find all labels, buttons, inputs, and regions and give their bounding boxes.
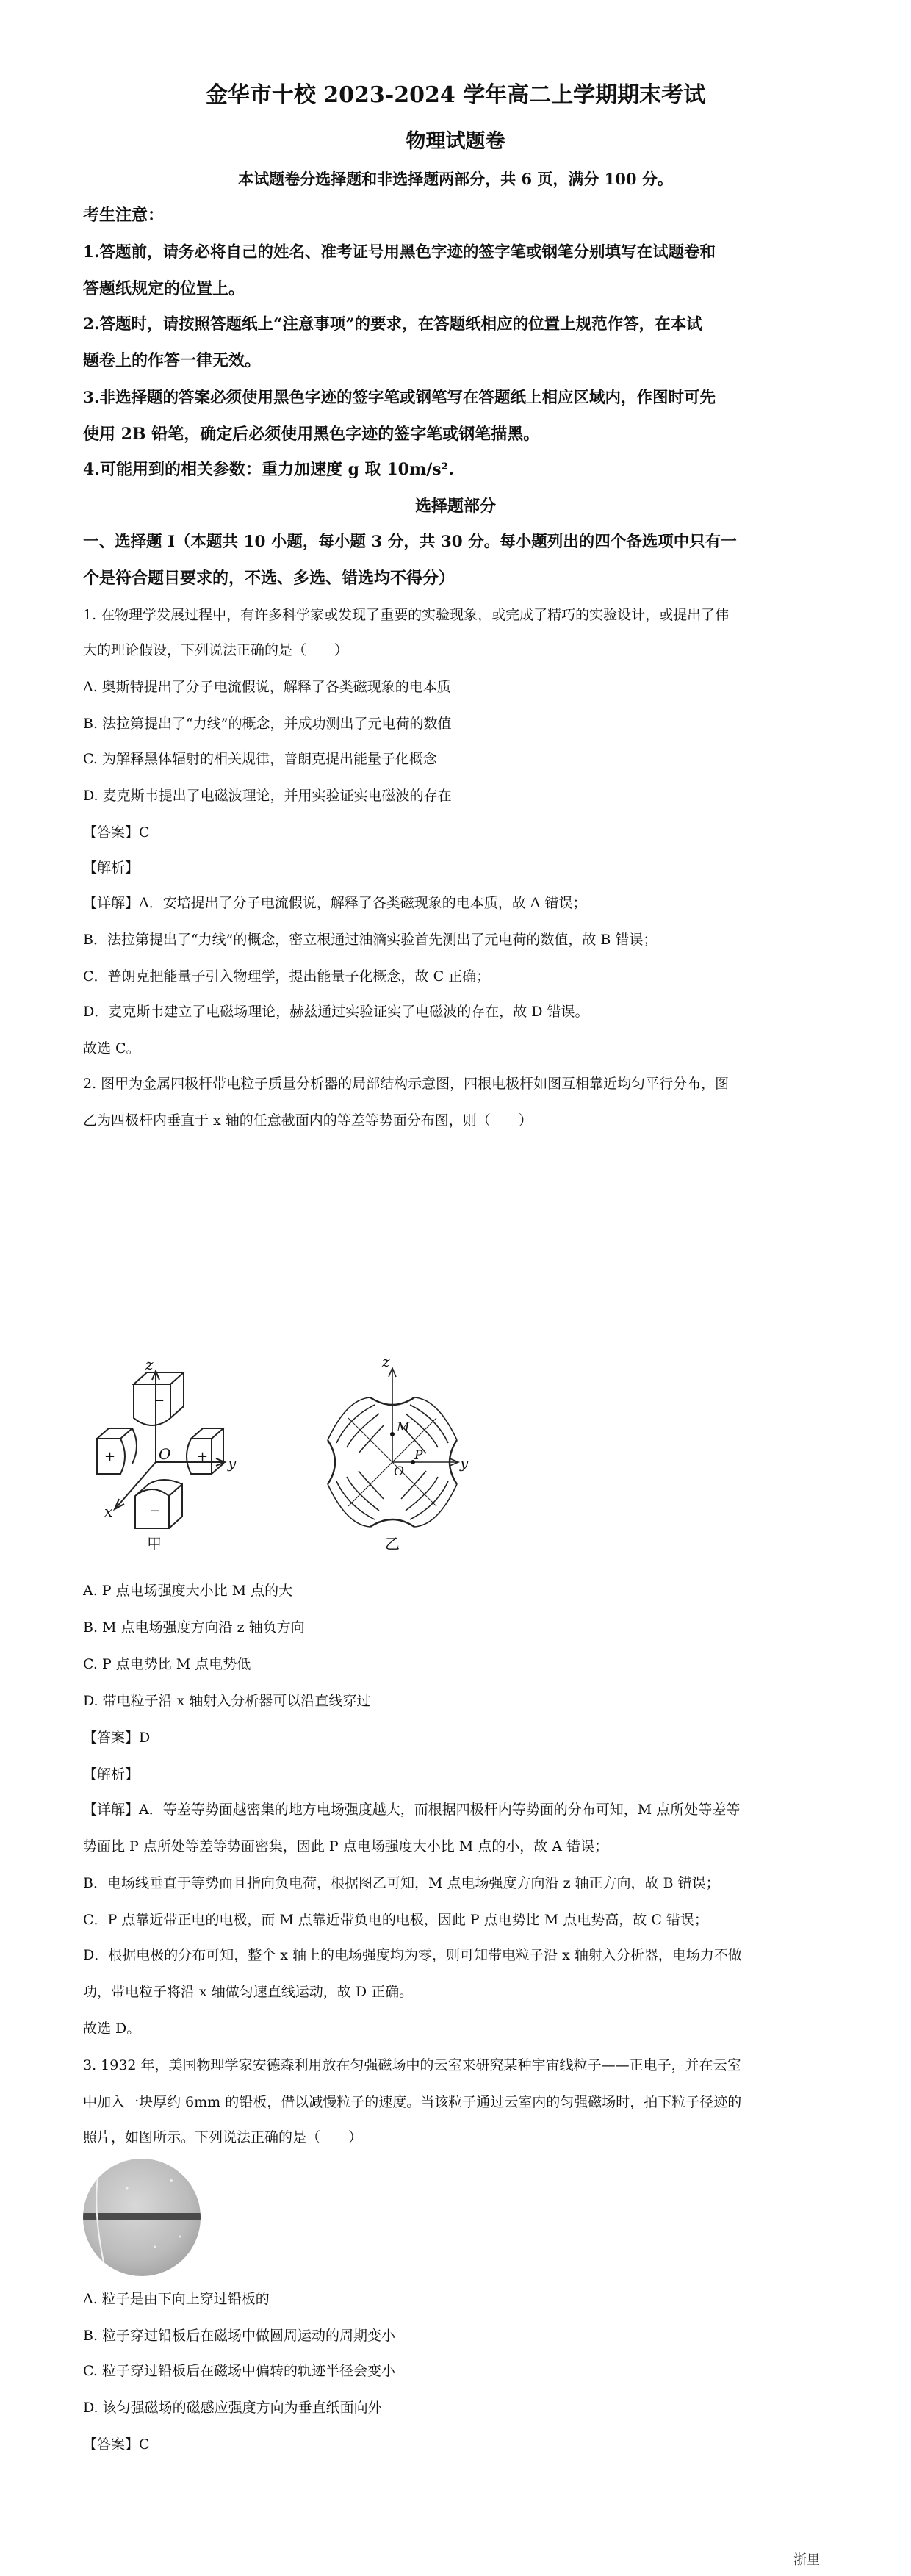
- q2-option-c: C. P 点电势比 M 点电势低: [83, 1656, 251, 1672]
- notice-1a: 1.答题前，请务必将自己的姓名、准考证号用黑色字迹的签字笔或钢笔分别填写在试题卷和: [83, 243, 716, 262]
- notice-1b: 答题纸规定的位置上。: [83, 279, 245, 298]
- notice-2a: 2.答题时，请按照答题纸上“注意事项”的要求，在答题纸相应的位置上规范作答，在本试: [83, 315, 702, 334]
- q2-stem-a: 2. 图甲为金属四极杆带电粒子质量分析器的局部结构示意图，四根电极杆如图互相靠近均匀平行分布，图: [83, 1076, 730, 1092]
- q2-conclusion: 故选 D。: [83, 2021, 141, 2037]
- rod-left: [97, 1428, 137, 1474]
- q2-answer: 【答案】D: [83, 1730, 151, 1746]
- exam-subtitle: 物理试题卷: [406, 130, 505, 153]
- q1-detail-d: D．麦克斯韦建立了电磁场理论，赫兹通过实验证实了电磁波的存在，故 D 错误。: [83, 1004, 589, 1020]
- label-left-plus: +: [104, 1449, 116, 1464]
- q1-conclusion: 故选 C。: [83, 1040, 140, 1057]
- label-z: z: [145, 1356, 154, 1373]
- q1-option-c: C. 为解释黑体辐射的相关规律，普朗克提出能量子化概念: [83, 751, 437, 767]
- q1-stem-b: 大的理论假设，下列说法正确的是（ ）: [83, 642, 349, 658]
- q1-option-d: D. 麦克斯韦提出了电磁波理论，并用实验证实电磁波的存在: [83, 788, 452, 804]
- cloud-chamber-photo: [83, 2159, 201, 2276]
- q2-detail-d2: 功，带电粒子将沿 x 轴做匀速直线运动，故 D 正确。: [83, 1984, 414, 2000]
- q2-detail-b: B．电场线垂直于等势面且指向负电荷，根据图乙可知，M 点电场强度方向沿 z 轴正方向，故 B 错误；: [83, 1875, 720, 1891]
- q2-detail-d1: D．根据电极的分布可知，整个 x 轴上的电场强度均为零，则可知带电粒子沿 x 轴射入分析器，电场力不做: [83, 1947, 742, 1963]
- notice-4: 4.可能用到的相关参数：重力加速度 g 取 10m/s².: [83, 460, 454, 479]
- electrode-bottom: [370, 1519, 414, 1527]
- section-heading-a: 一、选择题 I（本题共 10 小题，每小题 3 分，共 30 分。每小题列出的四个备选项中只有一: [83, 533, 737, 551]
- caption-jia: 甲: [147, 1535, 162, 1553]
- label-top-minus: −: [154, 1393, 165, 1408]
- exam-title: 金华市十校 2023-2024 学年高二上学期期末考试: [205, 82, 706, 108]
- electrode-left: [328, 1440, 335, 1484]
- caption-yi: 乙: [385, 1535, 400, 1553]
- yi-label-y: y: [460, 1454, 469, 1472]
- q2-detail-a2: 势面比 P 点所处等差等势面密集，因此 P 点电场强度大小比 M 点的小，故 A 错误；: [83, 1838, 609, 1854]
- q3-option-c: C. 粒子穿过铅板后在磁场中偏转的轨迹半径会变小: [83, 2363, 395, 2379]
- q2-analysis-label: 【解析】: [83, 1766, 140, 1782]
- notice-3b: 使用 2B 铅笔，确定后必须使用黑色字迹的签字笔或钢笔描黑。: [83, 425, 540, 444]
- label-x: x: [104, 1503, 113, 1520]
- yi-label-z: z: [382, 1353, 390, 1370]
- yi-label-o: O: [394, 1464, 404, 1479]
- exam-summary: 本试题卷分选择题和非选择题两部分，共 6 页，满分 100 分。: [238, 170, 673, 188]
- q2-detail-a1: 【详解】A．等差等势面越密集的地方电场强度越大，而根据四极杆内等势面的分布可知，M 点所处等差等: [83, 1802, 741, 1818]
- q2-option-d: D. 带电粒子沿 x 轴射入分析器可以沿直线穿过: [83, 1693, 371, 1709]
- figure-jia-quadrupole: [82, 1352, 259, 1558]
- notice-heading: 考生注意：: [83, 206, 165, 225]
- q3-option-a: A. 粒子是由下向上穿过铅板的: [83, 2291, 270, 2307]
- yi-label-p: P: [414, 1448, 423, 1463]
- notice-2b: 题卷上的作答一律无效。: [83, 351, 262, 370]
- figure-yi-equipotential: [303, 1352, 479, 1558]
- q2-option-a: A. P 点电场强度大小比 M 点的大: [83, 1583, 293, 1599]
- q1-detail-b: B．法拉第提出了“力线”的概念，密立根通过油滴实验首先测出了元电荷的数值，故 B 错误；: [83, 932, 658, 948]
- q3-stem-b: 中加入一块厚约 6mm 的铅板，借以减慢粒子的速度。当该粒子通过云室内的匀强磁场时，拍下粒子径迹的: [83, 2094, 742, 2110]
- label-right-plus: +: [197, 1449, 209, 1464]
- q3-stem-a: 3. 1932 年，美国物理学家安德森利用放在匀强磁场中的云室来研究某种宇宙线粒子——正电子，并在云室: [83, 2057, 741, 2073]
- q3-answer: 【答案】C: [83, 2436, 150, 2453]
- q1-analysis-label: 【解析】: [83, 860, 140, 876]
- lead-plate: [83, 2213, 201, 2220]
- cloud-chamber-track: [83, 2159, 201, 2276]
- q1-answer: 【答案】C: [83, 824, 150, 841]
- q1-option-b: B. 法拉第提出了“力线”的概念，并成功测出了元电荷的数值: [83, 716, 452, 732]
- q2-detail-c: C．P 点靠近带正电的电极，而 M 点靠近带负电的电极，因此 P 点电势比 M 点电势高，故 C 错误；: [83, 1912, 708, 1928]
- q3-stem-c: 照片，如图所示。下列说法正确的是（ ）: [83, 2129, 363, 2145]
- notice-3a: 3.非选择题的答案必须使用黑色字迹的签字笔或钢笔写在答题纸上相应区域内，作图时可先: [83, 389, 716, 407]
- q1-option-a: A. 奥斯特提出了分子电流假说，解释了各类磁现象的电本质: [83, 679, 451, 695]
- q2-stem-b: 乙为四极杆内垂直于 x 轴的任意截面内的等差等势面分布图，则（ ）: [83, 1112, 533, 1129]
- q2-option-b: B. M 点电场强度方向沿 z 轴负方向: [83, 1619, 305, 1636]
- label-o: O: [159, 1445, 171, 1463]
- q3-option-d: D. 该匀强磁场的磁感应强度方向为垂直纸面向外: [83, 2400, 382, 2416]
- q1-detail-a: 【详解】A．安培提出了分子电流假说，解释了各类磁现象的电本质，故 A 错误；: [83, 895, 587, 911]
- yi-label-m: M: [397, 1420, 410, 1435]
- footer-corner-text: 浙里: [793, 2552, 820, 2568]
- point-m: [390, 1432, 395, 1436]
- label-y: y: [228, 1454, 237, 1472]
- q1-stem-a: 1. 在物理学发展过程中，有许多科学家或发现了重要的实验现象，或完成了精巧的实验设计，或提出了伟: [83, 607, 730, 623]
- q1-detail-c: C．普朗克把能量子引入物理学，提出能量子化概念，故 C 正确；: [83, 968, 491, 985]
- section-heading-b: 个是符合题目要求的，不选、多选、错选均不得分）: [83, 569, 455, 588]
- label-bottom-minus: −: [149, 1503, 161, 1519]
- section-title: 选择题部分: [414, 497, 496, 516]
- q3-option-b: B. 粒子穿过铅板后在磁场中做圆周运动的周期变小: [83, 2328, 396, 2344]
